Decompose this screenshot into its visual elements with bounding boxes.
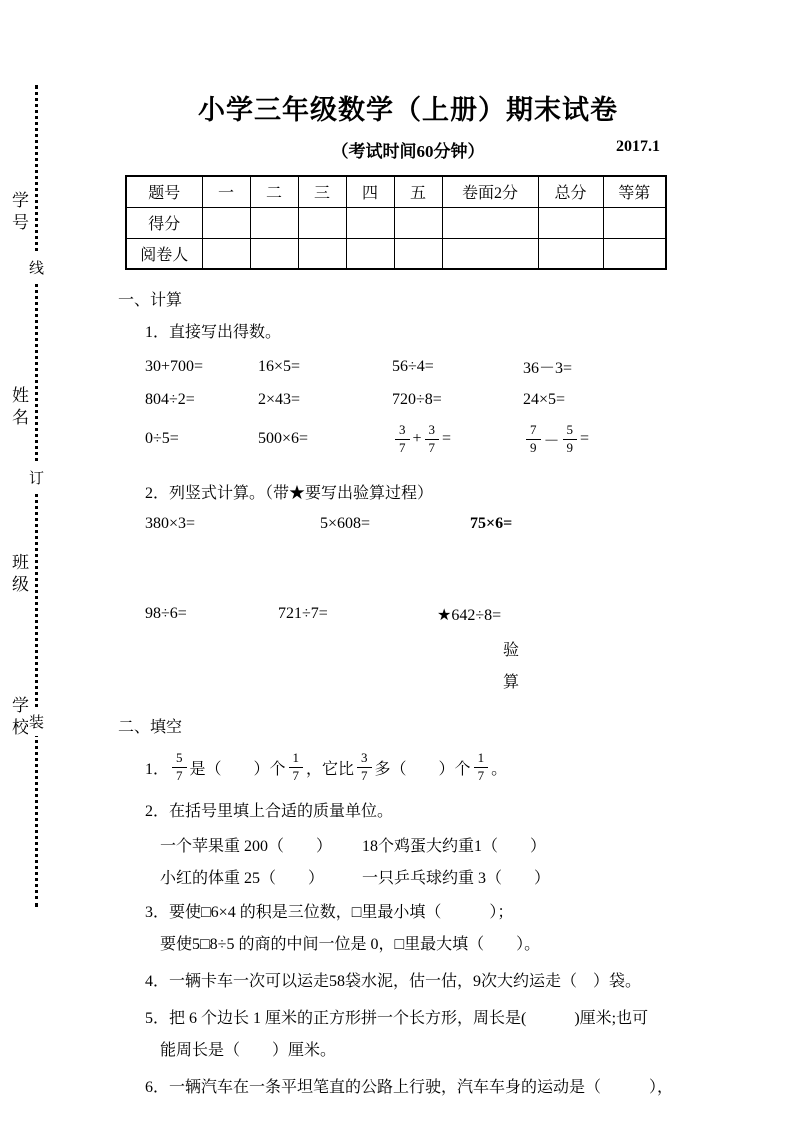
grader-cell <box>346 238 394 269</box>
grader-cell <box>250 238 298 269</box>
verification-label <box>503 635 698 699</box>
plus-operator: + <box>412 430 422 447</box>
binding-label-class: 班级 <box>9 553 28 597</box>
grader-cell <box>202 238 250 269</box>
grader-cell <box>603 238 666 269</box>
fill-q5-line-2: 能周长是（ ）厘米。 <box>160 1042 337 1059</box>
section-2-heading: 二、填空 <box>118 719 183 736</box>
fill-q5-line-1: 5．把 6 个边长 1 厘米的正方形拼一个长方形，周长是( )厘米;也可 <box>145 1010 649 1027</box>
question-text: ，它比 <box>306 760 355 778</box>
fill-q3-line-1: 3．要使□6×4 的积是三位数，□里最小填（ ）； <box>145 904 514 921</box>
fill-q2-line-2 <box>118 865 698 888</box>
fraction: $\frac{1}{7}$ <box>289 751 304 784</box>
header-col-2: 二 <box>250 176 298 207</box>
score-cell <box>394 207 442 238</box>
expression: 2×43= <box>258 391 301 408</box>
binding-char-line: 线 <box>28 253 45 282</box>
score-cell <box>346 207 394 238</box>
fill-q1 <box>118 747 698 787</box>
binding-strip <box>0 85 60 907</box>
score-row-label: 得分 <box>126 207 202 238</box>
binding-char-ding: 订 <box>28 463 45 492</box>
score-cell <box>250 207 298 238</box>
page-title: 小学三年级数学（上册）期末试卷 <box>198 95 618 125</box>
score-table <box>125 175 667 270</box>
verification-char-1: 验 <box>503 642 520 659</box>
header-col-5: 五 <box>394 176 442 207</box>
fraction-addition-expression <box>392 423 523 456</box>
expression: 98÷6= <box>145 605 187 622</box>
header-total-score: 总分 <box>538 176 603 207</box>
question-text: 一只乒乓球约重 3（ ） <box>362 870 551 887</box>
verification-char-2: 算 <box>503 674 520 691</box>
score-cell <box>202 207 250 238</box>
grader-cell <box>394 238 442 269</box>
equals-sign: = <box>442 430 452 447</box>
exam-date: 2017.1 <box>616 138 660 155</box>
binding-char-zhuang: 装 <box>28 707 45 736</box>
vertical-calc-row-2 <box>118 605 698 625</box>
expression: 36－3= <box>523 360 573 377</box>
fill-q2-line-1 <box>118 833 698 856</box>
expression: 16×5= <box>258 357 301 375</box>
grader-cell <box>538 238 603 269</box>
fill-q4: 4．一辆卡车一次可以运走58袋水泥，估一估，9次大约运走（ ）袋。 <box>145 973 642 990</box>
expression: 500×6= <box>258 430 309 447</box>
question-text: 。 <box>491 760 508 778</box>
grader-cell <box>298 238 346 269</box>
question-text: 18个鸡蛋大约重1（ ） <box>362 838 547 855</box>
grader-cell <box>442 238 538 269</box>
vertical-calc-row-1 <box>118 515 698 533</box>
binding-label-student-id: 学号 <box>9 191 28 235</box>
minus-operator: － <box>543 432 560 450</box>
expression: 24×5= <box>523 391 566 408</box>
question-text: 一个苹果重 200（ ） <box>160 838 333 855</box>
fraction: $\frac{5}{7}$ <box>172 751 187 784</box>
grader-row-label: 阅卷人 <box>126 238 202 269</box>
fraction: $\frac{7}{9}$ <box>526 423 541 456</box>
expression: 56÷4= <box>392 357 434 375</box>
mental-math-row-1 <box>118 355 698 378</box>
subtitle-row <box>118 137 698 161</box>
section-1-heading: 一、计算 <box>118 292 183 309</box>
expression: 721÷7= <box>278 605 328 622</box>
grader-row <box>126 238 666 269</box>
mental-math-row-2 <box>118 391 698 409</box>
expression: 0÷5= <box>145 430 179 447</box>
fraction: $\frac{3}{7}$ <box>425 423 440 456</box>
binding-dotted-line <box>35 85 38 907</box>
header-paper-score: 卷面2分 <box>442 176 538 207</box>
fraction: $\frac{3}{7}$ <box>357 751 372 784</box>
fraction: $\frac{1}{7}$ <box>474 751 489 784</box>
expression: 380×3= <box>145 515 196 532</box>
expression: 30+700= <box>145 357 204 375</box>
header-col-3: 三 <box>298 176 346 207</box>
starred-expression: ★642÷8= <box>437 607 502 624</box>
score-row <box>126 207 666 238</box>
question-text: 是（ ）个 <box>189 760 286 778</box>
fill-q3-line-2: 要使5□8÷5 的商的中间一位是 0，□里最大填（ ）。 <box>160 936 541 953</box>
calc-q2-label: 2．列竖式计算。（带★要写出验算过程） <box>145 485 434 502</box>
header-col-1: 一 <box>202 176 250 207</box>
question-text: 小红的体重 25（ ） <box>160 870 325 887</box>
fraction: $\frac{5}{9}$ <box>563 423 578 456</box>
score-cell <box>603 207 666 238</box>
fraction-subtraction-expression <box>523 423 589 456</box>
calc-q1-label: 1．直接写出得数。 <box>145 324 282 341</box>
fraction: $\frac{3}{7}$ <box>395 423 410 456</box>
equals-sign: = <box>580 430 590 447</box>
mental-math-row-3 <box>118 417 698 461</box>
expression: 75×6= <box>470 515 513 532</box>
expression: 720÷8= <box>392 391 442 408</box>
header-col-4: 四 <box>346 176 394 207</box>
exam-duration: （考试时间60分钟） <box>331 142 485 161</box>
score-cell <box>442 207 538 238</box>
fill-q2-label: 2．在括号里填上合适的质量单位。 <box>145 803 394 820</box>
expression: 804÷2= <box>145 391 195 408</box>
exam-content <box>118 0 698 1100</box>
score-table-header-row <box>126 176 666 207</box>
binding-label-school: 学校 <box>9 696 28 740</box>
fill-q6: 6．一辆汽车在一条平坦笔直的公路上行驶，汽车车身的运动是（ ）， <box>145 1079 674 1096</box>
score-cell <box>538 207 603 238</box>
score-cell <box>298 207 346 238</box>
expression: 5×608= <box>320 515 371 532</box>
binding-label-name: 姓名 <box>9 386 28 430</box>
question-text: 多（ ）个 <box>374 760 471 778</box>
question-number: 1． <box>145 760 170 778</box>
header-grade: 等第 <box>603 176 666 207</box>
header-question-number: 题号 <box>126 176 202 207</box>
